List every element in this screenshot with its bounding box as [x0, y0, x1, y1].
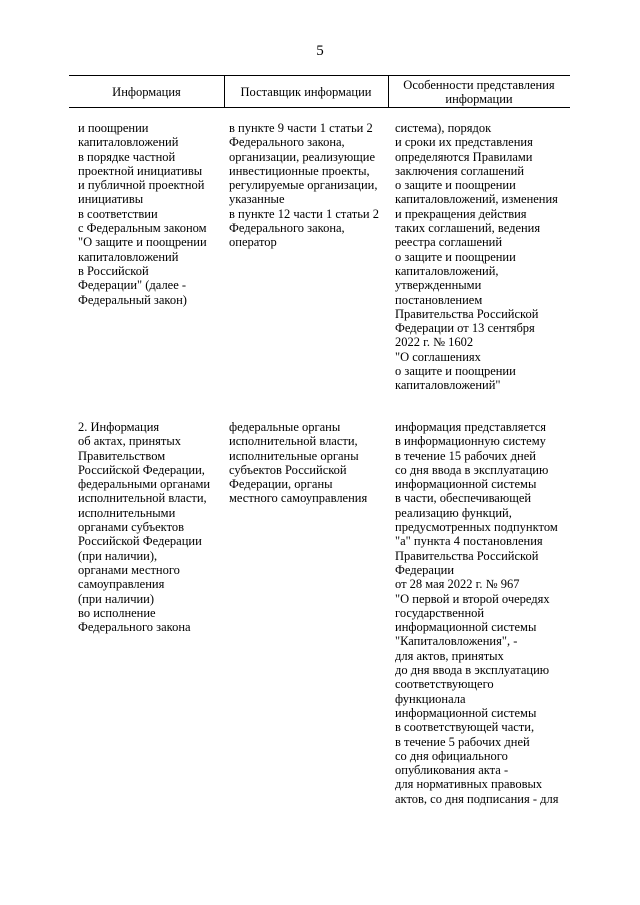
row-2-features: информация представляется в информационную систему в течение 15 рабочих дней со дня ввода в эксплуатацию информационной системы в части, обеспечивающей реализацию функций, предусмотренных подпунктом "а" пункта 4 постановления Правительства Российской Федерации от 28 мая 2022 г. № 967 "О первой и второй очередях государственной информационной системы "Капиталовложения", - для актов, принятых до дня ввода в эксплуатацию соответствующего функционала информационной системы в соответствующей части, в течение 5 рабочих дней со дня официального опубликования акта - для нормативных правовых актов, со дня подписания - для	[395, 420, 559, 806]
page-number: 5	[316, 43, 324, 59]
table-top-rule	[69, 75, 570, 76]
header-features: Особенности представления информации	[403, 78, 555, 106]
row-1-provider: в пункте 9 части 1 статьи 2 Федерального закона, организации, реализующие инвестиционные проекты, регулируемые организации, указанные в пункте 12 части 1 статьи 2 Федерального закона, оператор	[229, 121, 379, 250]
row-2-information: 2. Информация об актах, принятых Правительством Российской Федерации, федеральными органами исполнительной власти, исполнительными органами субъектов Российской Федерации (при наличии), органами местного самоуправления (при наличии) во исполнение Федерального закона	[78, 420, 211, 635]
table-header-rule	[69, 107, 570, 108]
row-1-features: система), порядок и сроки их представления определяются Правилами заключения соглашений о защите и поощрении капиталовложений, изменения и прекращения действия таких соглашений, ведения реестра соглашений о защите и поощрении капиталовложений, утвержденными постановлением Правительства Российской Федерации от 13 сентября 2022 г. № 1602 "О соглашениях о защите и поощрении капиталовложений"	[395, 121, 558, 393]
row-2-provider: федеральные органы исполнительной власти, исполнительные органы субъектов Российской Федерации, органы местного самоуправления	[229, 420, 368, 506]
header-provider: Поставщик информации	[240, 85, 372, 99]
row-1-information: и поощрении капиталовложений в порядке частной проектной инициативы и публичной проектной инициативы в соответствии с Федеральным законом "О защите и поощрении капиталовложений в Российской Федерации" (далее - Федеральный закон)	[78, 121, 207, 307]
header-information: Информация	[112, 85, 181, 99]
